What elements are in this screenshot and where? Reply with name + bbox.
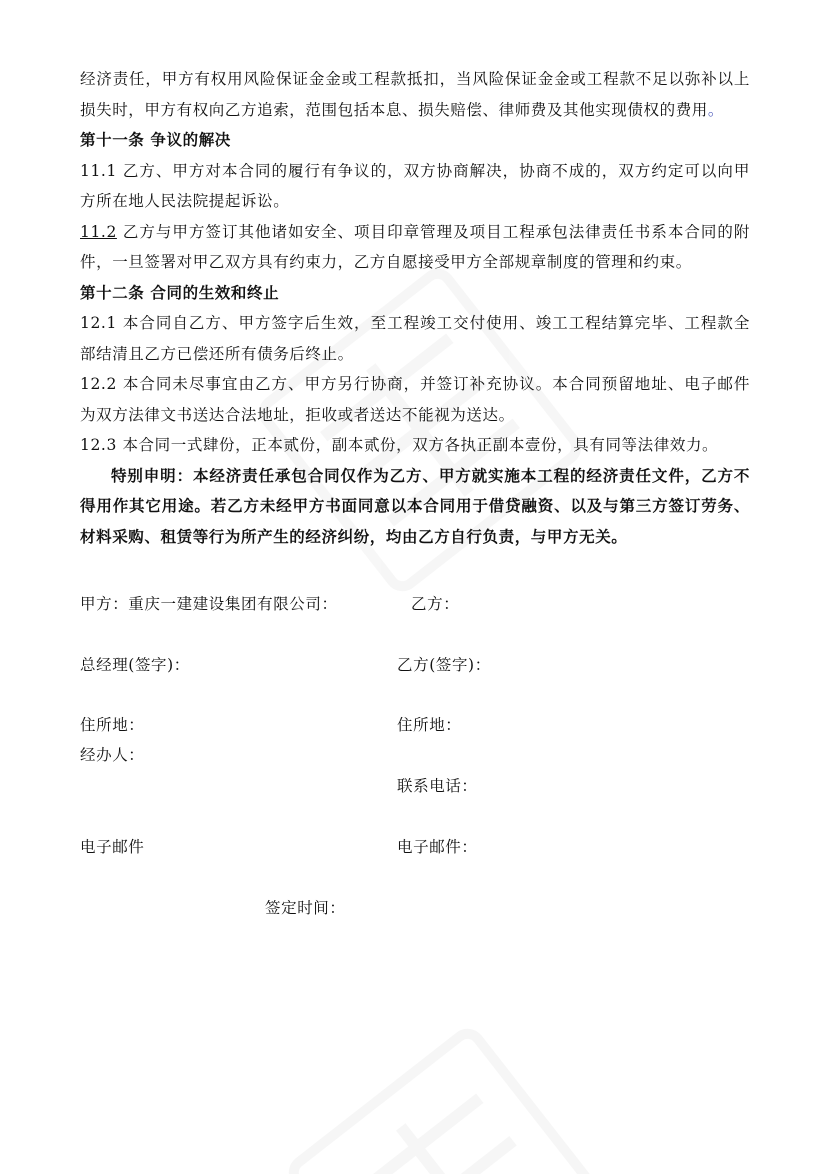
clause-11-2-number: 11.2 (80, 222, 117, 241)
special-statement: 特别申明：本经济责任承包合同仅作为乙方、甲方就实施本工程的经济责任文件，乙方不得用作其它用途。若乙方未经甲方书面同意以本合同用于借贷融资、以及与第三方签订劳务、材料采购、租赁等行为所产生的经济纠纷，均由乙方自行负责，与甲方无关。 (80, 466, 750, 546)
contract-page (80, 64, 750, 552)
paragraph-intro (80, 64, 750, 125)
party-b-email: 电子邮件： (397, 838, 478, 856)
clause-11-2 (80, 217, 750, 278)
party-a-email: 电子邮件 (80, 838, 145, 856)
party-b-signature: 乙方(签字)： (397, 656, 491, 674)
paragraph-intro-text: 经济责任，甲方有权用风险保证金金或工程款抵扣，当风险保证金金或工程款不足以弥补以上损失时，甲方有权向乙方追索，范围包括本息、损失赔偿、律师费及其他实现债权的费用 (80, 70, 750, 119)
general-manager-signature: 总经理(签字)： (80, 656, 190, 674)
party-b-address: 住所地： (397, 716, 462, 734)
party-b-name: 乙方： (411, 595, 460, 613)
signing-date: 签定时间： (265, 899, 346, 917)
party-a-address: 住所地： (80, 716, 145, 734)
party-b-phone: 联系电话： (397, 777, 478, 795)
clause-12-2: 12.2 本合同未尽事宜由乙方、甲方另行协商，并签订补充协议。本合同预留地址、电子邮件为双方法律文书送达合法地址，拒收或者送达不能视为送达。 (80, 375, 750, 424)
watermark-logo-bottom (282, 1022, 619, 1174)
clause-12-3: 12.3 本合同一式肆份，正本贰份，副本贰份，双方各执正副本壹份，具有同等法律效力。 (80, 436, 719, 454)
party-a-name: 甲方：重庆一建建设集团有限公司： (80, 595, 338, 613)
clause-11-1: 11.1 乙方、甲方对本合同的履行有争议的，双方协商解决，协商不成的，双方约定可以向甲方所在地人民法院提起诉讼。 (80, 161, 750, 210)
heading-article-12: 第十二条 合同的生效和终止 (80, 283, 280, 302)
party-a-agent: 经办人： (80, 746, 145, 764)
paragraph-intro-end: 。 (707, 100, 725, 119)
clause-12-1: 12.1 本合同自乙方、甲方签字后生效，至工程竣工交付使用、竣工工程结算完毕、工程款全部结清且乙方已偿还所有债务后终止。 (80, 314, 750, 363)
heading-article-11: 第十一条 争议的解决 (80, 131, 231, 149)
clause-11-2-text: 乙方与甲方签订其他诸如安全、项目印章管理及项目工程承包法律责任书系本合同的附件，一旦签署对甲乙双方具有约束力，乙方自愿接受甲方全部规章制度的管理和约束。 (80, 222, 750, 271)
